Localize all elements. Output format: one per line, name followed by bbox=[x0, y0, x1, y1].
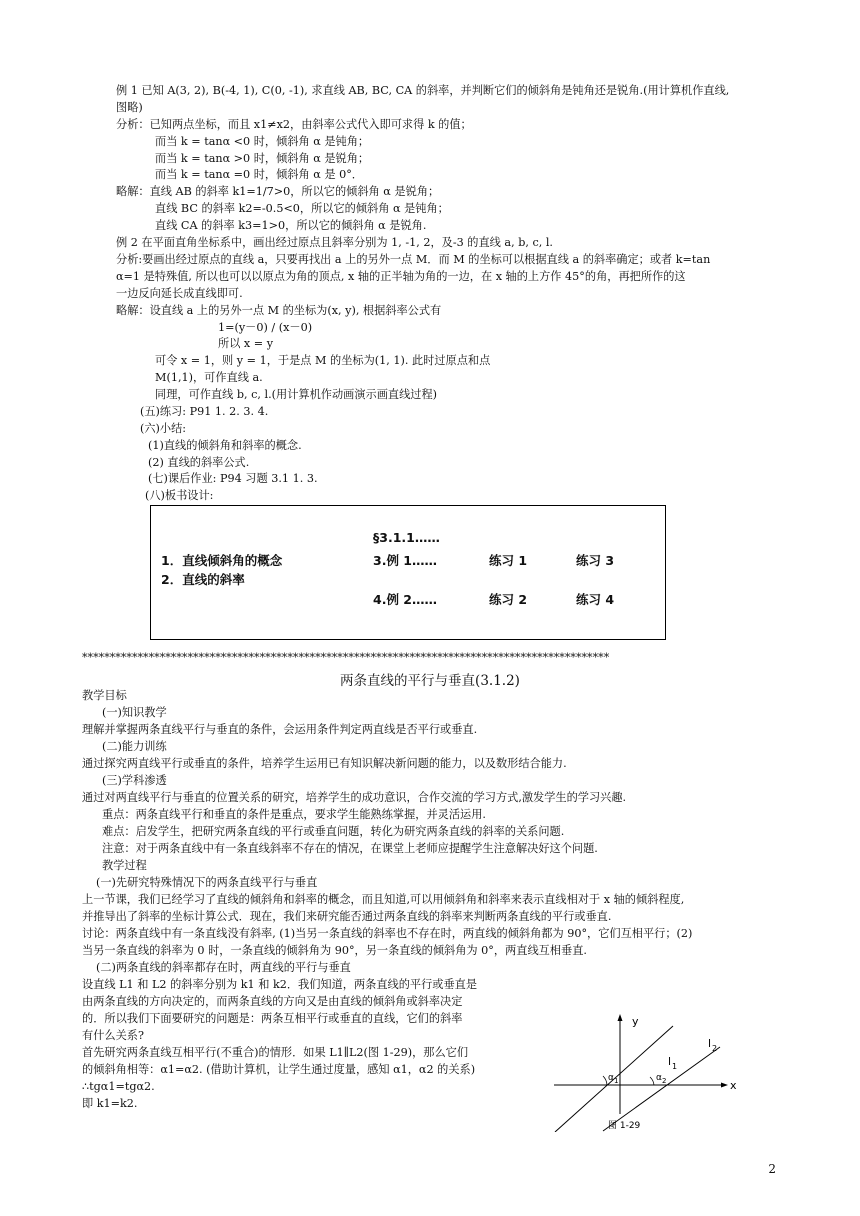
intro-line1: 上一节课，我们已经学习了直线的倾斜角和斜率的概念，而且知道,可以用倾斜角和斜率来表示直线相对于 x 轴的倾斜程度, bbox=[82, 893, 685, 906]
parallel-line1: 首先研究两条直线互相平行(不重合)的情形．如果 L1∥L2(图 1-29)，那么它们 bbox=[82, 1046, 469, 1059]
teaching-process-heading: 教学过程 bbox=[102, 859, 147, 872]
y-axis-arrow bbox=[618, 1014, 623, 1021]
key-point: 重点：两条直线平行和垂直的条件是重点，要求学生能熟练掌握，并灵活运用. bbox=[102, 808, 486, 821]
analysis-line3: 而当 k = tanα >0 时，倾斜角 α 是锐角； bbox=[155, 152, 370, 165]
discussion-line2: 当另一条直线的斜率为 0 时，一条直线的倾斜角为 90°，另一条直线的倾斜角为 0°，两直线互相垂直. bbox=[82, 944, 587, 957]
example2-analysis-line1: 分析:要画出经过原点的直线 a，只要再找出 a 上的另外一点 M．而 M 的坐标可以根据直线 a 的斜率确定；或者 k=tan bbox=[116, 253, 711, 266]
discipline-heading: (三)学科渗透 bbox=[102, 774, 167, 787]
line-l1-subscript: 1 bbox=[672, 1062, 678, 1071]
x-axis-arrow bbox=[721, 1083, 728, 1088]
slopes-exist-heading: (二)两条直线的斜率都存在时，两直线的平行与垂直 bbox=[96, 961, 351, 974]
solution-line1: 略解：直线 AB 的斜率 k1=1/7>0，所以它的倾斜角 α 是锐角； bbox=[116, 185, 440, 198]
line-l2-label: l bbox=[708, 1037, 712, 1050]
angle-a1-label: α bbox=[608, 1073, 614, 1083]
teaching-goals-heading: 教学目标 bbox=[82, 689, 127, 702]
section-title: 两条直线的平行与垂直(3.1.2) bbox=[340, 673, 520, 689]
angle-a2-subscript: 2 bbox=[662, 1077, 667, 1085]
x-axis-label: x bbox=[730, 1079, 737, 1092]
summary-item1: (1)直线的倾斜角和斜率的概念. bbox=[148, 439, 302, 452]
analysis-line1: 分析：已知两点坐标，而且 x1≠x2，由斜率公式代入即可求得 k 的值； bbox=[116, 118, 472, 131]
angle-a2-label: α bbox=[656, 1073, 662, 1083]
ability-heading: (二)能力训练 bbox=[102, 740, 167, 753]
difficulty-point: 难点：启发学生，把研究两条直线的平行或垂直问题，转化为研究两条直线的斜率的关系问题. bbox=[102, 825, 565, 838]
board-example1: 3.例 1…… bbox=[373, 553, 437, 568]
slopes-line1: 设直线 L1 和 L2 的斜率分别为 k1 和 k2．我们知道，两条直线的平行或垂直是 bbox=[82, 978, 478, 991]
slopes-line3: 的．所以我们下面要研究的问题是：两条互相平行或垂直的直线，它们的斜率 bbox=[82, 1012, 463, 1025]
summary-item2: (2) 直线的斜率公式. bbox=[148, 456, 250, 469]
formula-result: 所以 x = y bbox=[218, 337, 274, 350]
solution-line2: 直线 BC 的斜率 k2=-0.5<0，所以它的倾斜角 α 是钝角； bbox=[155, 202, 449, 215]
analysis-line2: 而当 k = tanα <0 时，倾斜角 α 是钝角； bbox=[155, 135, 370, 148]
summary-heading: (六)小结: bbox=[140, 422, 187, 435]
solution-line3: 直线 CA 的斜率 k3=1>0，所以它的倾斜角 α 是锐角. bbox=[155, 219, 427, 232]
slopes-line4: 有什么关系? bbox=[82, 1029, 144, 1042]
knowledge-text: 理解并掌握两条直线平行与垂直的条件，会运用条件判定两直线是否平行或垂直. bbox=[82, 723, 478, 736]
example2-line1: 例 2 在平面直角坐标系中，画出经过原点且斜率分别为 1, -1, 2，及-3 的直线 a, b, c, l. bbox=[116, 236, 553, 249]
example2-solution-line2: 可令 x = 1，则 y = 1，于是点 M 的坐标为(1, 1). 此时过原点和点 bbox=[155, 354, 491, 367]
special-case-heading: (一)先研究特殊情况下的两条直线平行与垂直 bbox=[96, 876, 318, 889]
knowledge-heading: (一)知识教学 bbox=[102, 706, 167, 719]
slopes-line2: 由两条直线的方向决定的，而两条直线的方向又是由直线的倾斜角或斜率决定 bbox=[82, 995, 463, 1008]
example1-line2: 图略) bbox=[116, 101, 143, 114]
angle-a1-arc bbox=[603, 1076, 607, 1085]
figure-1-29 bbox=[548, 1010, 748, 1132]
separator: *********************************************************************************************** bbox=[82, 651, 610, 664]
board-practice4: 练习 4 bbox=[576, 592, 615, 607]
parallel-line4: 即 k1=k2. bbox=[82, 1097, 138, 1110]
figure-caption: 图 1-29 bbox=[608, 1121, 641, 1131]
line-l2-subscript: 2 bbox=[712, 1044, 718, 1053]
line-l1-label: l bbox=[668, 1055, 672, 1068]
angle-a1-subscript: 1 bbox=[614, 1077, 619, 1085]
example1-line1: 例 1 已知 A(3, 2), B(-4, 1), C(0, -1), 求直线 AB, BC, CA 的斜率，并判断它们的倾斜角是钝角还是锐角.(用计算机作直线, bbox=[116, 84, 730, 97]
homework-line: (七)课后作业: P94 习题 3.1 1. 3. bbox=[148, 472, 318, 485]
angle-a2-arc bbox=[650, 1077, 654, 1085]
board-item1: 1．直线倾斜角的概念 bbox=[161, 553, 283, 568]
discussion-line1: 讨论：两条直线中有一条直线没有斜率, (1)当另一条直线的斜率也不存在时，两直线的倾斜角都为 90°，它们互相平行；(2) bbox=[82, 927, 693, 940]
board-practice3: 练习 3 bbox=[576, 553, 615, 568]
exercise-line: (五)练习: P91 1. 2. 3. 4. bbox=[140, 405, 269, 418]
page-number: 2 bbox=[768, 1162, 776, 1176]
formula-line: 1=(y－0) / (x－0) bbox=[218, 321, 313, 334]
ability-text: 通过探究两直线平行或垂直的条件，培养学生运用已有知识解决新问题的能力，以及数形结合能力. bbox=[82, 757, 567, 770]
discipline-text: 通过对两直线平行与垂直的位置关系的研究，培养学生的成功意识，合作交流的学习方式,激发学生的学习兴趣. bbox=[82, 791, 627, 804]
board-design-box bbox=[150, 505, 666, 640]
line-l2 bbox=[603, 1047, 720, 1131]
board-section: §3.1.1…… bbox=[373, 530, 440, 545]
example2-analysis-line3: 一边反向延长成直线即可. bbox=[116, 287, 243, 300]
board-practice2: 练习 2 bbox=[489, 592, 528, 607]
example2-solution-line3: M(1,1)，可作直线 a. bbox=[155, 371, 263, 384]
example2-solution-line1: 略解：设直线 a 上的另外一点 M 的坐标为(x, y), 根据斜率公式有 bbox=[116, 304, 442, 317]
attention-point: 注意：对于两条直线中有一条直线斜率不存在的情况，在课堂上老师应提醒学生注意解决好这个问题. bbox=[102, 842, 598, 855]
parallel-line3: ∴tgα1=tgα2. bbox=[82, 1080, 155, 1093]
board-item2: 2．直线的斜率 bbox=[161, 572, 245, 587]
intro-line2: 并推导出了斜率的坐标计算公式．现在，我们来研究能否通过两条直线的斜率来判断两条直线的平行或垂直. bbox=[82, 910, 612, 923]
example2-analysis-line2: α=1 是特殊值, 所以也可以以原点为角的顶点, x 轴的正半轴为角的一边，在 x 轴的上方作 45°的角，再把所作的这 bbox=[116, 270, 686, 283]
example2-solution-line4: 同理，可作直线 b, c, l.(用计算机作动画演示画直线过程) bbox=[155, 388, 438, 401]
board-design-heading: (八)板书设计: bbox=[145, 489, 214, 502]
parallel-line2: 的倾斜角相等：α1=α2. (借助计算机，让学生通过度量，感知 α1，α2 的关系) bbox=[82, 1063, 476, 1076]
y-axis-label: y bbox=[632, 1015, 639, 1028]
board-example2: 4.例 2…… bbox=[373, 592, 437, 607]
board-practice1: 练习 1 bbox=[489, 553, 528, 568]
analysis-line4: 而当 k = tanα =0 时，倾斜角 α 是 0°． bbox=[155, 168, 363, 181]
